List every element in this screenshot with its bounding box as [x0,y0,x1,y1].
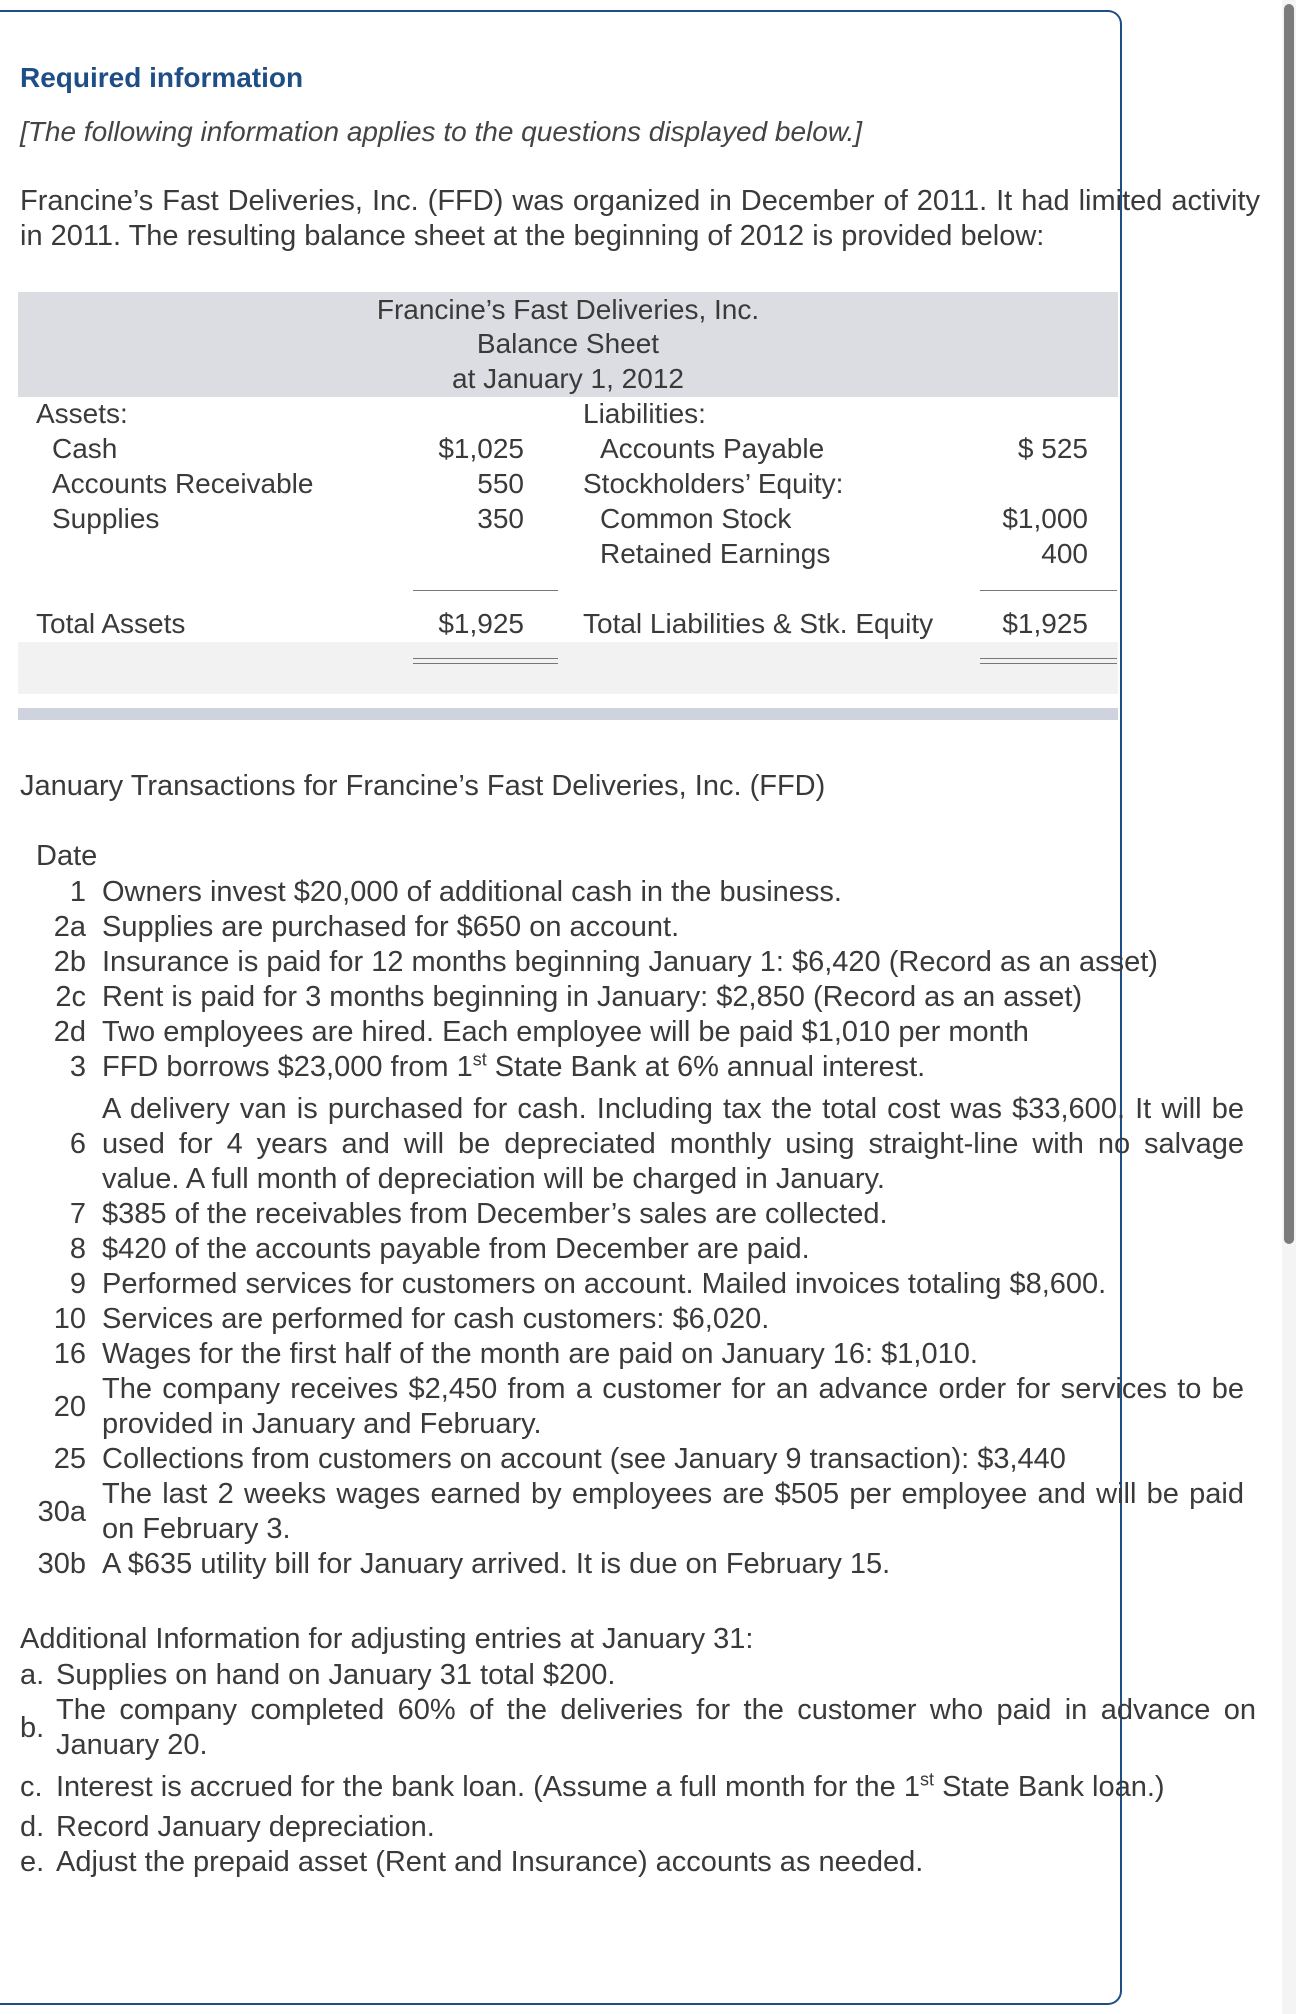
bs-asset-value: 550 [477,468,524,499]
transaction-row [20,1267,1260,1302]
bs-subtotal-rule [413,590,558,591]
transaction-date: 30b [37,1548,86,1580]
transaction-date: 2a [53,911,86,943]
bs-total-double-rule [980,663,1117,664]
transaction-date: 20 [53,1390,86,1423]
additional-item-text: Supplies on hand on January 31 total $200. [56,1659,616,1691]
transaction-text-part: State Bank at 6% annual interest. [486,1051,926,1083]
bs-liabilities-label: Liabilities: [583,398,706,429]
transaction-date: 2d [53,1016,86,1048]
required-info-title: Required information [20,62,304,93]
transaction-date: 1 [69,876,86,908]
transaction-date: 25 [53,1443,86,1475]
transaction-text: $385 of the receivables from December’s sales are collected. [102,1198,888,1230]
bs-total-le-value: $1,925 [1002,608,1088,639]
transaction-row [20,1092,1260,1197]
bs-date: at January 1, 2012 [452,363,684,394]
transaction-row [20,945,1260,980]
bs-footer-stripe [18,642,1118,694]
additional-item-text: The company completed 60% of the deliveries for the customer who paid in advance on January 20. [56,1694,1256,1761]
transaction-date: 6 [69,1128,86,1160]
transaction-text-part: FFD borrows $23,000 from 1 [102,1051,473,1083]
additional-item [20,1845,1260,1880]
additional-item [20,1658,1260,1693]
date-column-header: Date [36,840,98,872]
transaction-row [20,1232,1260,1267]
transaction-text: Owners invest $20,000 of additional cash in the business. [102,876,842,908]
bs-common-stock-label: Common Stock [600,503,792,534]
transaction-text: Performed services for customers on account. Mailed invoices totaling $8,600. [102,1268,1107,1300]
additional-item-text: Adjust the prepaid asset (Rent and Insurance) accounts as needed. [56,1846,924,1878]
transaction-row [20,1050,1260,1085]
transactions-title: January Transactions for Francine’s Fast Deliveries, Inc. (FFD) [20,770,826,802]
transaction-text: Services are performed for cash customers: $6,020. [102,1303,770,1335]
additional-item-key: a. [20,1659,45,1691]
bs-total-assets-label: Total Assets [36,608,186,639]
bs-ap-label: Accounts Payable [600,433,825,464]
transaction-row [20,910,1260,945]
transaction-row [20,980,1260,1015]
transaction-date: 9 [69,1268,86,1300]
transaction-text: Two employees are hired. Each employee will be paid $1,010 per month [102,1016,1029,1048]
transaction-date: 3 [69,1051,86,1083]
additional-item-key: b. [20,1711,45,1744]
transaction-text: Wages for the first half of the month are paid on January 16: $1,010. [102,1338,978,1370]
additional-info-title: Additional Information for adjusting entries at January 31: [20,1623,754,1655]
bs-asset-label: Supplies [52,503,160,534]
bs-asset-label: Accounts Receivable [52,468,314,499]
transaction-text [102,1050,1244,1085]
additional-item [20,1770,1260,1805]
transaction-date: 2c [55,981,86,1013]
transaction-date: 8 [69,1233,86,1265]
bs-retained-earnings-value: 400 [1041,538,1088,569]
bs-total-double-rule [413,663,558,664]
additional-item-text: Record January depreciation. [56,1811,435,1843]
additional-text-part: State Bank loan.) [934,1771,1165,1803]
transaction-text: $420 of the accounts payable from December are paid. [102,1233,810,1265]
transaction-text: A delivery van is purchased for cash. Including tax the total cost was $33,600. It will be used for 4 years and will be depreciated monthly using straight-line with no salvage value. A full month of depreciation will be charged in January. [102,1093,1244,1195]
transaction-row [20,1477,1260,1547]
bs-bottom-bar [18,708,1118,720]
additional-item [20,1693,1260,1763]
additional-text-part: Interest is accrued for the bank loan. (Assume a full month for the 1 [56,1771,920,1803]
ordinal-suffix: st [920,1769,935,1790]
additional-item [20,1810,1260,1845]
additional-item-key: e. [20,1846,45,1878]
additional-item-key: d. [20,1811,45,1843]
transaction-row [20,1302,1260,1337]
bs-total-double-rule [980,658,1117,659]
bs-common-stock-value: $1,000 [1002,503,1088,534]
bs-total-double-rule [413,658,558,659]
bs-ap-value: $ 525 [1017,433,1088,464]
bs-company: Francine’s Fast Deliveries, Inc. [376,294,760,325]
bs-statement: Balance Sheet [476,328,660,359]
bs-subtotal-rule [980,590,1117,591]
transaction-row [20,1197,1260,1232]
bs-assets-label: Assets: [36,398,128,429]
bs-equity-label: Stockholders’ Equity: [583,468,844,499]
transaction-date: 10 [53,1303,86,1335]
transaction-row [20,1337,1260,1372]
transaction-row [20,1372,1260,1442]
info-note: [The following information applies to the questions displayed below.] [20,116,863,147]
transaction-date: 7 [69,1198,86,1230]
intro-paragraph: Francine’s Fast Deliveries, Inc. (FFD) was organized in December of 2011. It had limited activity in 2011. The resulting balance sheet at the beginning of 2012 is provided below: [20,185,1260,252]
transaction-row [20,1442,1260,1477]
transaction-row [20,875,1260,910]
additional-item-text [56,1770,1256,1805]
transaction-date: 30a [37,1495,86,1528]
additional-item-key: c. [20,1771,43,1803]
transaction-date: 2b [53,946,86,978]
transaction-text: Insurance is paid for 12 months beginning January 1: $6,420 (Record as an asset) [102,946,1158,978]
bs-retained-earnings-label: Retained Earnings [600,538,831,569]
transaction-text: Collections from customers on account (see January 9 transaction): $3,440 [102,1443,1066,1475]
transaction-text: Supplies are purchased for $650 on account. [102,911,680,943]
transaction-text: The company receives $2,450 from a customer for an advance order for services to be provided in January and February. [102,1373,1244,1440]
transaction-text: A $635 utility bill for January arrived. It is due on February 15. [102,1548,891,1580]
bs-total-le-label: Total Liabilities & Stk. Equity [583,608,934,639]
transaction-text: Rent is paid for 3 months beginning in January: $2,850 (Record as an asset) [102,981,1083,1013]
transaction-row [20,1547,1260,1582]
transaction-date: 16 [53,1338,86,1370]
bs-asset-label: Cash [52,433,118,464]
bs-total-assets-value: $1,925 [438,608,524,639]
transaction-row [20,1015,1260,1050]
bs-asset-value: $1,025 [438,433,524,464]
ordinal-suffix: st [472,1049,487,1070]
bs-asset-value: 350 [477,503,524,534]
transaction-text: The last 2 weeks wages earned by employees are $505 per employee and will be paid on February 3. [102,1478,1244,1545]
scrollbar-thumb[interactable] [1284,4,1294,1244]
